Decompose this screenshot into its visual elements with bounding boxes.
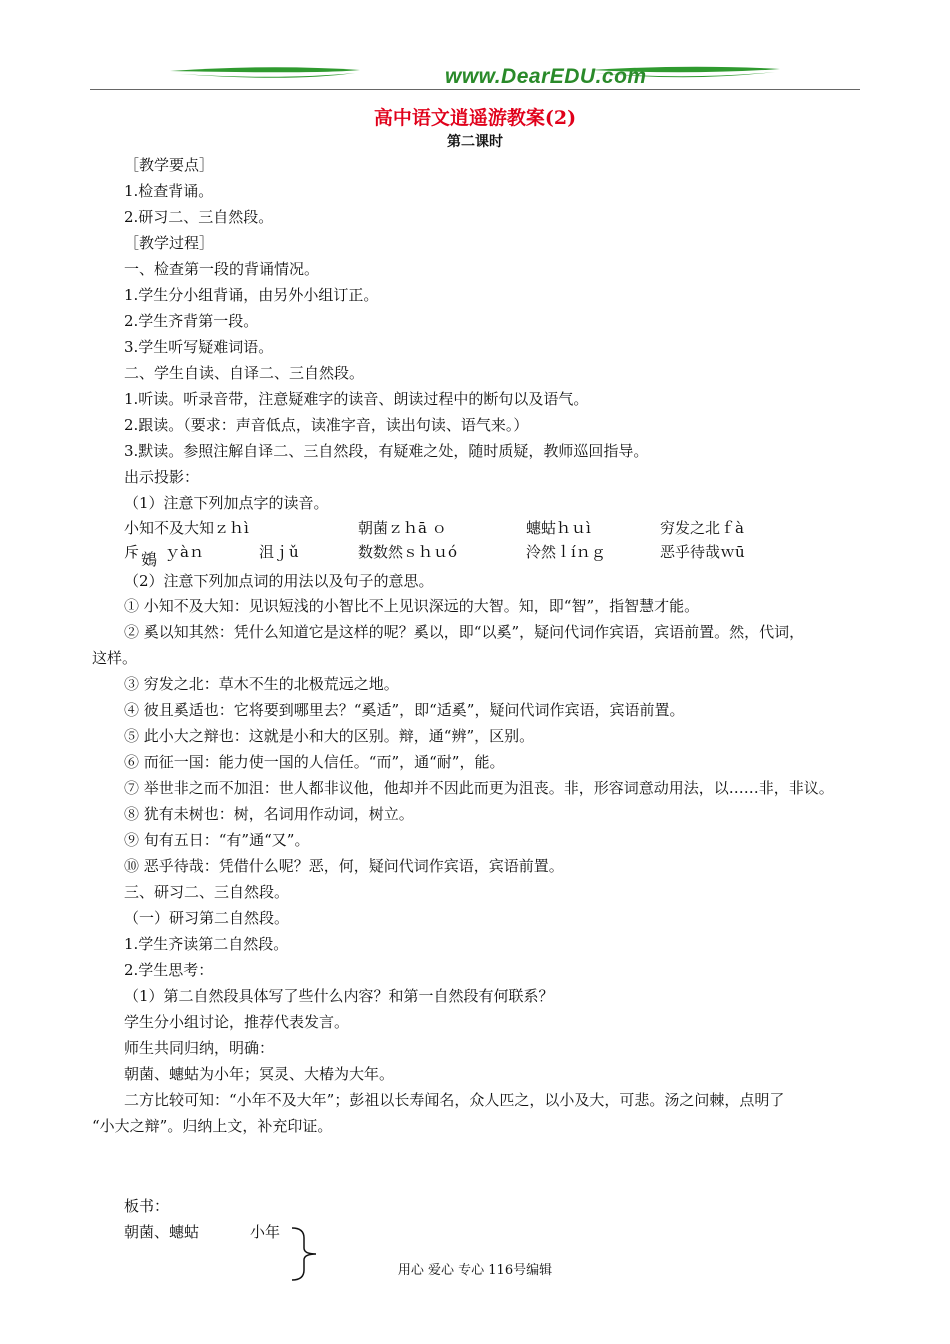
pinyin-item: 小知不及大知ｚｈì [124,519,249,537]
line: 三、研习二、三自然段。 [124,883,290,901]
line: 二、学生自读、自译二、三自然段。 [124,364,365,382]
line: 1.听读。听录音带，注意疑难字的读音、朗读过程中的断句以及语气。 [124,390,589,408]
line: 1.学生齐读第二自然段。 [124,935,289,953]
line: 1.学生分小组背诵，由另外小组订正。 [124,286,379,304]
line: 师生共同归纳，明确： [124,1039,275,1057]
line: 1.检查背诵。 [124,182,214,200]
pinyin-item: 蟪蛄ｈｕì [526,519,591,537]
line-teaching-points: ［教学要点］ [124,156,215,174]
line-continuation: “小大之辩”。归纳上文，补充印证。 [92,1117,333,1135]
line: 二方比较可知：“小年不及大年”；彭祖以长寿闻名，众人匹之，以小及大，可悲。汤之问棘，点明了 [124,1091,785,1109]
board-label: 板书： [124,1197,170,1215]
line: （一）研习第二自然段。 [124,909,290,927]
line: 2.跟读。（要求：声音低点，读准字音，读出句读、语气来。） [124,416,529,434]
line: 3.学生听写疑难词语。 [124,338,274,356]
note: ⑩ 恶乎待哉：凭借什么呢？恶，何，疑问代词作宾语，宾语前置。 [124,857,564,875]
pinyin-item: 恶乎待哉ｗū [660,543,745,561]
note: ① 小知不及大知：见识短浅的小智比不上见识深远的大智。知，即“智”，指智慧才能。 [124,597,700,615]
note-continuation: 这样。 [92,649,138,667]
note: ⑦ 举世非之而不加沮：世人都非议他，他却并不因此而更为沮丧。非，形容词意动用法，以……非，非议。 [124,779,834,797]
pinyin-item: 朝菌ｚｈā ｏ [358,519,447,537]
document-subtitle: 第二课时 [447,133,503,149]
pinyin-item: ｙàｎ [165,543,204,561]
note: ④ 彼且奚适也：它将要到哪里去？“奚适”，即“适奚”，疑问代词作宾语，宾语前置。 [124,701,685,719]
board-item: 朝菌、蟪蛄 [124,1223,200,1241]
header-rule [90,89,860,90]
line-usage-heading: （2）注意下列加点词的用法以及句子的意思。 [124,572,434,590]
note: ⑥ 而征一国：能力使一国的人信任。“而”，通“耐”，能。 [124,753,505,771]
line: （1）第二自然段具体写了些什么内容？和第一自然段有何联系？ [124,987,554,1005]
line-projection: 出示投影： [124,468,200,486]
line-teaching-process: ［教学过程］ [124,234,215,252]
note: ⑤ 此小大之辩也：这就是小和大的区别。辩，通“辨”，区别。 [124,727,535,745]
line: 朝菌、蟪蛄为小年；冥灵、大椿为大年。 [124,1065,395,1083]
line: 2.研习二、三自然段。 [124,208,274,226]
pinyin-item: 泠然ｌíｎｇ [526,543,606,561]
line: 2.学生思考： [124,961,214,979]
pinyin-item: 斥 [124,543,140,561]
line: （1）注意下列加点字的读音。 [124,494,329,512]
note: ③ 穷发之北：草木不生的北极荒远之地。 [124,675,399,693]
site-header-banner [90,58,860,92]
pinyin-item: 穷发之北ｆà [660,519,744,537]
pinyin-item: 数数然ｓｈｕó [358,543,458,561]
site-logo: www.DearEDU.com [445,65,647,88]
line: 一、检查第一段的背诵情况。 [124,260,320,278]
note: ⑨ 旬有五日：“有”通“又”。 [124,831,310,849]
pinyin-item: 沮ｊǔ [259,543,299,561]
page-footer: 用心 爱心 专心 116号编辑 [397,1263,553,1278]
pinyin-item-char: 鴳 [141,550,158,569]
line: 3.默读。参照注解自译二、三自然段，有疑难之处，随时质疑，教师巡回指导。 [124,442,649,460]
board-tag: 小年 [250,1223,281,1241]
line: 学生分小组讨论，推荐代表发言。 [124,1013,350,1031]
line: 2.学生齐背第一段。 [124,312,259,330]
document-title: 高中语文逍遥游教案(2) [373,107,577,129]
note: ⑧ 犹有未树也：树，名词用作动词，树立。 [124,805,414,823]
note: ② 奚以知其然：凭什么知道它是这样的呢？奚以，即“以奚”，疑问代词作宾语，宾语前置。然，代词， [124,623,805,641]
